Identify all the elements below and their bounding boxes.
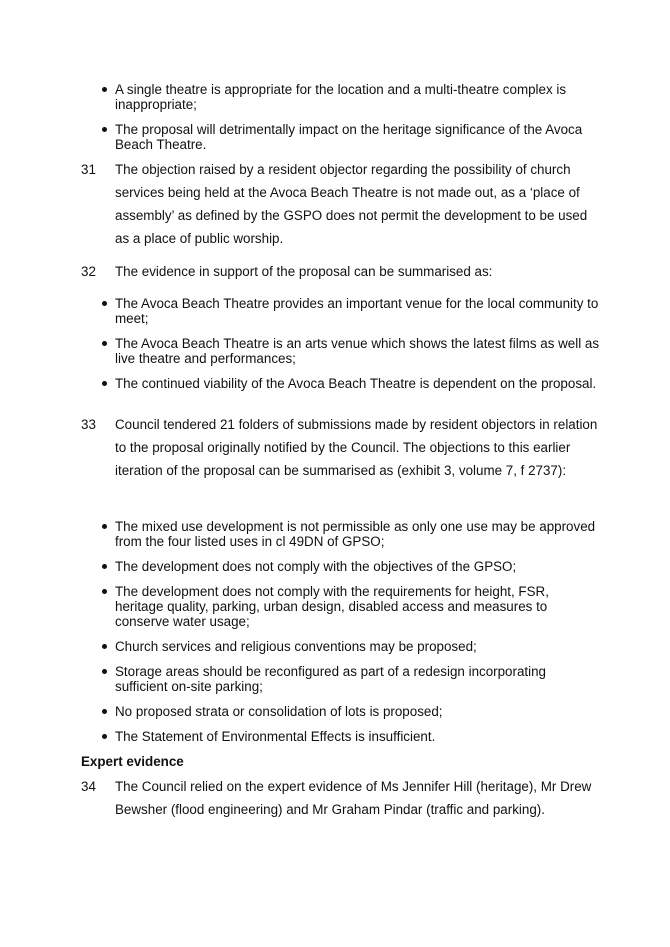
list-item <box>100 704 600 719</box>
support-bullet-list <box>100 296 600 391</box>
bullet-icon <box>102 644 107 649</box>
list-item-text: The development does not comply with the objectives of the GPSO; <box>115 559 517 574</box>
paragraph-34 <box>81 775 601 821</box>
bullet-icon <box>102 669 107 674</box>
list-item-text: The Avoca Beach Theatre is an arts venue which shows the latest films as well as live theatre and performances; <box>115 336 600 366</box>
list-item-text: The Avoca Beach Theatre provides an important venue for the local community to meet; <box>115 296 599 326</box>
list-item <box>100 296 600 326</box>
list-item-text: A single theatre is appropriate for the location and a multi-theatre complex is inappropriate; <box>115 82 567 112</box>
paragraph-text: The objection raised by a resident objector regarding the possibility of church services being held at the Avoca Beach Theatre is not made out, as a ‘place of assembly’ as defined by the GSPO does not permit the development to be used as a place of public worship. <box>115 162 588 246</box>
section-heading: Expert evidence <box>81 754 184 769</box>
paragraph-number: 34 <box>81 779 96 794</box>
list-item <box>100 639 600 654</box>
bullet-icon <box>102 341 107 346</box>
list-item <box>100 336 600 366</box>
list-item <box>100 122 600 152</box>
bullet-icon <box>102 589 107 594</box>
paragraph-text: The Council relied on the expert evidence of Ms Jennifer Hill (heritage), Mr Drew Bewsher (flood engineering) and Mr Graham Pindar (traffic and parking). <box>115 779 592 817</box>
list-item-text: Storage areas should be reconfigured as part of a redesign incorporating sufficient on-site parking; <box>115 664 547 694</box>
bullet-icon <box>102 709 107 714</box>
list-item-text: The development does not comply with the requirements for height, FSR, heritage quality, parking, urban design, disabled access and measures to conserve water usage; <box>115 584 549 629</box>
bullet-icon <box>102 381 107 386</box>
bullet-icon <box>102 524 107 529</box>
list-item <box>100 82 600 112</box>
list-item <box>100 584 600 629</box>
paragraph-text: The evidence in support of the proposal can be summarised as: <box>115 264 493 279</box>
bullet-icon <box>102 564 107 569</box>
list-item-text: The Statement of Environmental Effects is insufficient. <box>115 729 436 744</box>
paragraph-32 <box>81 260 601 283</box>
list-item <box>100 376 600 391</box>
list-item-text: Church services and religious conventions may be proposed; <box>115 639 477 654</box>
list-item-text: The continued viability of the Avoca Beach Theatre is dependent on the proposal. <box>115 376 597 391</box>
list-item <box>100 559 600 574</box>
paragraph-number: 33 <box>81 417 96 432</box>
paragraph-31 <box>81 158 601 250</box>
bullet-icon <box>102 301 107 306</box>
earlier-objections-bullet-list <box>100 519 600 744</box>
paragraph-number: 31 <box>81 162 96 177</box>
bullet-icon <box>102 127 107 132</box>
list-item-text: No proposed strata or consolidation of lots is proposed; <box>115 704 443 719</box>
paragraph-text: Council tendered 21 folders of submissions made by resident objectors in relation to the proposal originally notified by the Council. The objections to this earlier iteration of the proposal can be summarised as (exhibit 3, volume 7, f 2737): <box>115 417 598 478</box>
list-item-text: The mixed use development is not permissible as only one use may be approved from the four listed uses in cl 49DN of GPSO; <box>115 519 596 549</box>
paragraph-number: 32 <box>81 264 96 279</box>
list-item <box>100 519 600 549</box>
bullet-icon <box>102 87 107 92</box>
list-item <box>100 729 600 744</box>
bullet-icon <box>102 734 107 739</box>
list-item <box>100 664 600 694</box>
list-item-text: The proposal will detrimentally impact on the heritage significance of the Avoca Beach Theatre. <box>115 122 583 152</box>
objection-bullet-list <box>100 82 600 152</box>
paragraph-33 <box>81 413 601 482</box>
